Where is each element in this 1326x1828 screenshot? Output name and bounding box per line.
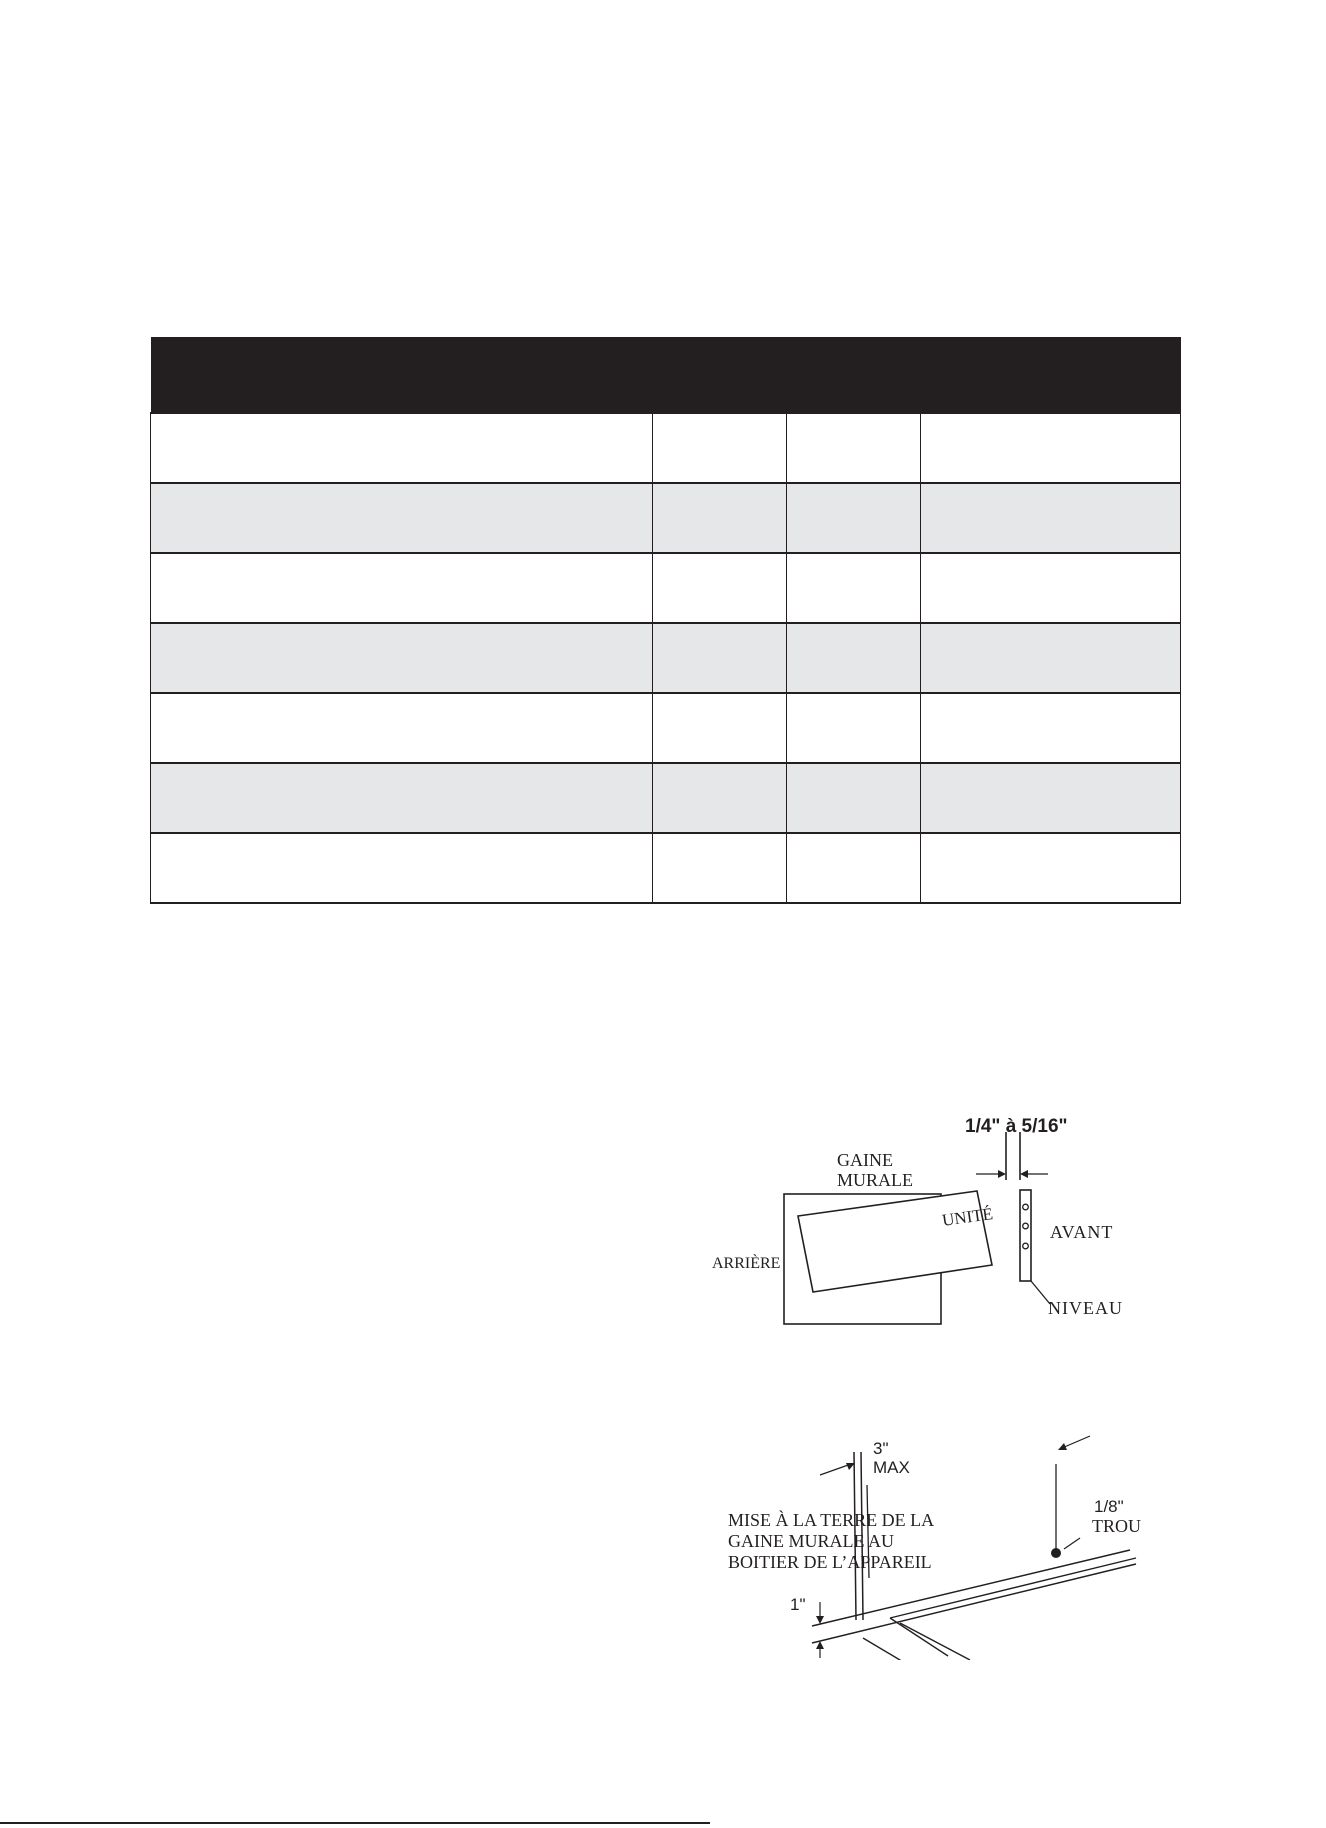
table-cell <box>653 553 787 623</box>
wall-sleeve-label-line2: MURALE <box>837 1170 913 1190</box>
table-cell <box>787 413 921 483</box>
hole-label: TROU <box>1092 1516 1141 1536</box>
footer-rule <box>0 1822 710 1824</box>
table-row <box>151 483 1181 553</box>
table-cell <box>653 483 787 553</box>
table-header-cell <box>151 337 653 413</box>
unit-label: UNITÉ <box>940 1204 995 1230</box>
table-header-row <box>151 337 1181 413</box>
gap-dimension-label: 1/4" à 5/16" <box>965 1116 1068 1137</box>
table-row <box>151 833 1181 903</box>
table-cell <box>787 763 921 833</box>
table-cell <box>151 623 653 693</box>
wall-sleeve-label-line1: GAINE <box>837 1150 893 1170</box>
table-row <box>151 693 1181 763</box>
table-row <box>151 623 1181 693</box>
table-cell <box>653 623 787 693</box>
grounding-figure <box>700 1430 1180 1660</box>
table-cell <box>151 553 653 623</box>
level-installation-figure <box>700 1110 1160 1340</box>
rear-label: ARRIÈRE <box>712 1255 781 1272</box>
table-header-cell <box>921 337 1181 413</box>
table-cell <box>151 833 653 903</box>
ground-label-line2: GAINE MURALE AU <box>728 1531 894 1551</box>
level-label: NIVEAU <box>1048 1298 1123 1318</box>
table-cell <box>921 693 1181 763</box>
table-header-cell <box>787 337 921 413</box>
ground-label-line3: BOITIER DE L’APPAREIL <box>728 1552 932 1572</box>
table-cell <box>151 483 653 553</box>
table-cell <box>787 483 921 553</box>
table-cell <box>151 693 653 763</box>
table-cell <box>921 623 1181 693</box>
table-cell <box>921 413 1181 483</box>
table-cell <box>787 693 921 763</box>
table-cell <box>653 763 787 833</box>
table-cell <box>787 833 921 903</box>
front-label: AVANT <box>1050 1222 1114 1242</box>
table-cell <box>653 413 787 483</box>
table-cell <box>653 833 787 903</box>
hole-size-label: 1/8" <box>1094 1497 1124 1516</box>
dimension-label-line1: 3" <box>873 1439 889 1458</box>
table-cell <box>151 413 653 483</box>
table-cell <box>787 553 921 623</box>
table-cell <box>787 623 921 693</box>
table-cell <box>921 833 1181 903</box>
one-inch-label: 1" <box>790 1595 806 1614</box>
table-header-cell <box>653 337 787 413</box>
table-row <box>151 763 1181 833</box>
table-cell <box>151 763 653 833</box>
specification-table <box>150 337 1181 904</box>
ground-label-line1: MISE À LA TERRE DE LA <box>728 1510 935 1530</box>
table-cell <box>921 553 1181 623</box>
dimension-label-line2: MAX <box>873 1458 910 1477</box>
table-cell <box>921 763 1181 833</box>
table-cell <box>653 693 787 763</box>
table-row <box>151 413 1181 483</box>
unit-outline <box>798 1191 995 1292</box>
table-row <box>151 553 1181 623</box>
table-cell <box>921 483 1181 553</box>
hole-marker <box>1051 1548 1061 1558</box>
